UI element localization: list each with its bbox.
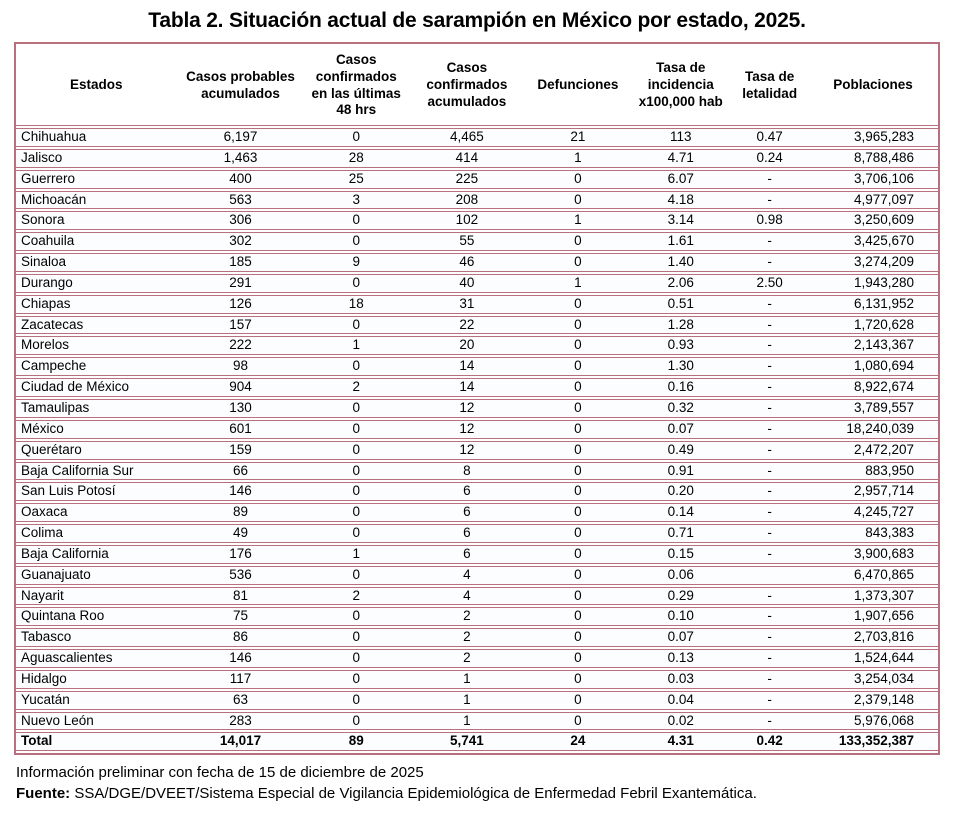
value-cell: 0.15: [630, 545, 731, 564]
value-cell: 1.40: [630, 253, 731, 272]
column-header-8: Poblaciones: [808, 46, 938, 126]
value-cell: 1,373,307: [808, 587, 938, 606]
value-cell: 1,907,656: [808, 607, 938, 626]
value-cell: 5,976,068: [808, 712, 938, 731]
value-cell: 113: [630, 128, 731, 147]
value-cell: -: [731, 336, 808, 355]
value-cell: -: [731, 503, 808, 522]
value-cell: 3,706,106: [808, 170, 938, 189]
value-cell: 0: [526, 316, 630, 335]
value-cell: 0: [526, 482, 630, 501]
value-cell: 176: [176, 545, 304, 564]
value-cell: 4,977,097: [808, 191, 938, 210]
value-cell: 0.71: [630, 524, 731, 543]
value-cell: 0: [305, 232, 408, 251]
table-body: [16, 128, 938, 751]
state-name-cell: Guerrero: [16, 170, 176, 189]
state-name-cell: Baja California: [16, 545, 176, 564]
value-cell: 6: [408, 545, 526, 564]
table-row: [16, 232, 938, 251]
value-cell: 31: [408, 295, 526, 314]
column-header-7: Tasa de letalidad: [731, 46, 808, 126]
value-cell: 0.91: [630, 462, 731, 481]
value-cell: 18: [305, 295, 408, 314]
value-cell: 904: [176, 378, 304, 397]
value-cell: 0: [305, 670, 408, 689]
value-cell: 1.30: [630, 357, 731, 376]
value-cell: 49: [176, 524, 304, 543]
value-cell: 3,425,670: [808, 232, 938, 251]
value-cell: 0: [526, 607, 630, 626]
value-cell: 4.18: [630, 191, 731, 210]
state-name-cell: Hidalgo: [16, 670, 176, 689]
value-cell: 0.06: [630, 566, 731, 585]
value-cell: -: [731, 524, 808, 543]
value-cell: 86: [176, 628, 304, 647]
value-cell: -: [731, 670, 808, 689]
state-name-cell: Campeche: [16, 357, 176, 376]
value-cell: 55: [408, 232, 526, 251]
value-cell: 225: [408, 170, 526, 189]
value-cell: 0: [305, 649, 408, 668]
value-cell: 0.03: [630, 670, 731, 689]
state-name-cell: Chihuahua: [16, 128, 176, 147]
state-name-cell: Oaxaca: [16, 503, 176, 522]
table-header: [16, 46, 938, 126]
value-cell: 0: [526, 399, 630, 418]
value-cell: 1: [408, 670, 526, 689]
value-cell: 0.29: [630, 587, 731, 606]
table-row: [16, 357, 938, 376]
value-cell: 14: [408, 357, 526, 376]
value-cell: 0.07: [630, 628, 731, 647]
value-cell: -: [731, 545, 808, 564]
state-name-cell: Nayarit: [16, 587, 176, 606]
value-cell: 28: [305, 149, 408, 168]
value-cell: 12: [408, 441, 526, 460]
value-cell: 1: [526, 274, 630, 293]
value-cell: 2,703,816: [808, 628, 938, 647]
value-cell: 89: [305, 732, 408, 751]
value-cell: -: [731, 607, 808, 626]
value-cell: 66: [176, 462, 304, 481]
value-cell: -: [731, 420, 808, 439]
page-title: Tabla 2. Situación actual de sarampión en México por estado, 2025.: [148, 9, 806, 32]
value-cell: -: [731, 712, 808, 731]
value-cell: 0: [526, 253, 630, 272]
value-cell: 222: [176, 336, 304, 355]
value-cell: 0: [305, 503, 408, 522]
value-cell: -: [731, 587, 808, 606]
value-cell: 0: [526, 670, 630, 689]
value-cell: 4: [408, 566, 526, 585]
value-cell: 0: [305, 712, 408, 731]
value-cell: 185: [176, 253, 304, 272]
value-cell: 0.04: [630, 691, 731, 710]
value-cell: -: [731, 441, 808, 460]
value-cell: 0: [305, 420, 408, 439]
value-cell: 1,720,628: [808, 316, 938, 335]
value-cell: 159: [176, 441, 304, 460]
value-cell: 0: [526, 378, 630, 397]
state-name-cell: Chiapas: [16, 295, 176, 314]
value-cell: 0: [305, 211, 408, 230]
value-cell: 0: [305, 274, 408, 293]
value-cell: -: [731, 462, 808, 481]
value-cell: 8,788,486: [808, 149, 938, 168]
value-cell: 291: [176, 274, 304, 293]
state-name-cell: Yucatán: [16, 691, 176, 710]
value-cell: 12: [408, 420, 526, 439]
state-name-cell: Guanajuato: [16, 566, 176, 585]
state-name-cell: Coahuila: [16, 232, 176, 251]
value-cell: 0.98: [731, 211, 808, 230]
total-label-cell: Total: [16, 732, 176, 751]
value-cell: 1: [526, 211, 630, 230]
column-header-5: Defunciones: [526, 46, 630, 126]
value-cell: 102: [408, 211, 526, 230]
state-name-cell: San Luis Potosí: [16, 482, 176, 501]
state-name-cell: Nuevo León: [16, 712, 176, 731]
table-row: [16, 128, 938, 147]
value-cell: 302: [176, 232, 304, 251]
value-cell: 0: [526, 232, 630, 251]
table-row: [16, 191, 938, 210]
value-cell: 0: [526, 712, 630, 731]
value-cell: 3,274,209: [808, 253, 938, 272]
table-row: [16, 170, 938, 189]
state-name-cell: Ciudad de México: [16, 378, 176, 397]
value-cell: 0: [526, 566, 630, 585]
value-cell: 0: [526, 357, 630, 376]
state-name-cell: Quintana Roo: [16, 607, 176, 626]
column-header-4: Casos confirmados acumulados: [408, 46, 526, 126]
value-cell: 46: [408, 253, 526, 272]
value-cell: 3.14: [630, 211, 731, 230]
value-cell: 2: [408, 607, 526, 626]
value-cell: 1.28: [630, 316, 731, 335]
value-cell: -: [731, 253, 808, 272]
value-cell: 0.42: [731, 732, 808, 751]
value-cell: 0: [526, 524, 630, 543]
value-cell: 0.13: [630, 649, 731, 668]
table-row: [16, 670, 938, 689]
value-cell: 2,957,714: [808, 482, 938, 501]
table-row: [16, 482, 938, 501]
value-cell: 283: [176, 712, 304, 731]
value-cell: 1,524,644: [808, 649, 938, 668]
table-row: [16, 378, 938, 397]
value-cell: 63: [176, 691, 304, 710]
value-cell: 24: [526, 732, 630, 751]
table-row: [16, 336, 938, 355]
table-row: [16, 399, 938, 418]
value-cell: 2: [408, 628, 526, 647]
table-row: [16, 524, 938, 543]
value-cell: 0: [526, 587, 630, 606]
value-cell: 0.02: [630, 712, 731, 731]
value-cell: 0.10: [630, 607, 731, 626]
column-header-3: Casos confirmados en las últimas 48 hrs: [305, 46, 408, 126]
value-cell: -: [731, 649, 808, 668]
value-cell: 400: [176, 170, 304, 189]
value-cell: 1: [305, 545, 408, 564]
value-cell: 81: [176, 587, 304, 606]
value-cell: 146: [176, 649, 304, 668]
value-cell: 20: [408, 336, 526, 355]
state-name-cell: Sonora: [16, 211, 176, 230]
value-cell: 12: [408, 399, 526, 418]
value-cell: 0: [526, 628, 630, 647]
value-cell: 9: [305, 253, 408, 272]
total-row: [16, 732, 938, 751]
value-cell: 0.20: [630, 482, 731, 501]
state-name-cell: Aguascalientes: [16, 649, 176, 668]
table-row: [16, 462, 938, 481]
table-row: [16, 566, 938, 585]
table-row: [16, 503, 938, 522]
state-name-cell: Durango: [16, 274, 176, 293]
value-cell: -: [731, 232, 808, 251]
value-cell: 0.14: [630, 503, 731, 522]
value-cell: 0: [526, 503, 630, 522]
value-cell: 157: [176, 316, 304, 335]
value-cell: 0: [305, 628, 408, 647]
value-cell: -: [731, 316, 808, 335]
value-cell: 89: [176, 503, 304, 522]
value-cell: 6: [408, 482, 526, 501]
value-cell: -: [731, 482, 808, 501]
value-cell: 1,080,694: [808, 357, 938, 376]
value-cell: 563: [176, 191, 304, 210]
value-cell: 4,245,727: [808, 503, 938, 522]
value-cell: 130: [176, 399, 304, 418]
column-header-2: Casos probables acumulados: [176, 46, 304, 126]
value-cell: 146: [176, 482, 304, 501]
column-header-6: Tasa de incidencia x100,000 hab: [630, 46, 731, 126]
value-cell: 2: [305, 587, 408, 606]
value-cell: 1: [408, 712, 526, 731]
value-cell: 208: [408, 191, 526, 210]
value-cell: 126: [176, 295, 304, 314]
value-cell: 2: [305, 378, 408, 397]
value-cell: 0: [526, 170, 630, 189]
value-cell: 6: [408, 524, 526, 543]
value-cell: 6: [408, 503, 526, 522]
value-cell: 3,789,557: [808, 399, 938, 418]
value-cell: 4.71: [630, 149, 731, 168]
value-cell: 0: [305, 128, 408, 147]
state-name-cell: Baja California Sur: [16, 462, 176, 481]
state-name-cell: Tabasco: [16, 628, 176, 647]
table-row: [16, 149, 938, 168]
value-cell: 0.51: [630, 295, 731, 314]
value-cell: 6,197: [176, 128, 304, 147]
value-cell: -: [731, 628, 808, 647]
value-cell: 2,143,367: [808, 336, 938, 355]
value-cell: -: [731, 191, 808, 210]
value-cell: 0.24: [731, 149, 808, 168]
value-cell: -: [731, 170, 808, 189]
value-cell: 0.32: [630, 399, 731, 418]
value-cell: 0: [526, 691, 630, 710]
value-cell: 0: [305, 357, 408, 376]
value-cell: 0: [305, 482, 408, 501]
value-cell: -: [731, 357, 808, 376]
value-cell: 0: [305, 399, 408, 418]
table-header-row: [16, 46, 938, 126]
data-table: [16, 44, 938, 753]
table-row: [16, 587, 938, 606]
table-row: [16, 691, 938, 710]
value-cell: 0: [305, 316, 408, 335]
value-cell: 98: [176, 357, 304, 376]
table-row: [16, 295, 938, 314]
value-cell: 6.07: [630, 170, 731, 189]
value-cell: 3: [305, 191, 408, 210]
value-cell: 0: [526, 295, 630, 314]
value-cell: 536: [176, 566, 304, 585]
value-cell: 2,379,148: [808, 691, 938, 710]
value-cell: 0.47: [731, 128, 808, 147]
state-name-cell: Sinaloa: [16, 253, 176, 272]
column-header-1: Estados: [16, 46, 176, 126]
value-cell: 0.49: [630, 441, 731, 460]
value-cell: 4.31: [630, 732, 731, 751]
source-label: Fuente:: [16, 785, 71, 802]
value-cell: 25: [305, 170, 408, 189]
value-cell: -: [731, 691, 808, 710]
value-cell: 4,465: [408, 128, 526, 147]
value-cell: 2.06: [630, 274, 731, 293]
value-cell: 1: [305, 336, 408, 355]
value-cell: 414: [408, 149, 526, 168]
value-cell: 21: [526, 128, 630, 147]
table-row: [16, 211, 938, 230]
value-cell: 8,922,674: [808, 378, 938, 397]
value-cell: 0: [305, 566, 408, 585]
value-cell: 6,470,865: [808, 566, 938, 585]
value-cell: 0.07: [630, 420, 731, 439]
table-row: [16, 420, 938, 439]
value-cell: 601: [176, 420, 304, 439]
state-name-cell: Colima: [16, 524, 176, 543]
value-cell: 0: [526, 191, 630, 210]
value-cell: 2: [408, 649, 526, 668]
value-cell: 843,383: [808, 524, 938, 543]
value-cell: 14,017: [176, 732, 304, 751]
value-cell: 6,131,952: [808, 295, 938, 314]
footnote-block: [16, 763, 940, 804]
value-cell: 18,240,039: [808, 420, 938, 439]
value-cell: 0: [526, 462, 630, 481]
value-cell: 883,950: [808, 462, 938, 481]
value-cell: 0: [305, 607, 408, 626]
state-name-cell: Zacatecas: [16, 316, 176, 335]
value-cell: 0.93: [630, 336, 731, 355]
value-cell: 3,965,283: [808, 128, 938, 147]
value-cell: 0: [305, 462, 408, 481]
table-row: [16, 316, 938, 335]
value-cell: 1,463: [176, 149, 304, 168]
state-name-cell: Tamaulipas: [16, 399, 176, 418]
value-cell: 75: [176, 607, 304, 626]
value-cell: 1.61: [630, 232, 731, 251]
table-row: [16, 253, 938, 272]
table-row: [16, 545, 938, 564]
value-cell: 5,741: [408, 732, 526, 751]
value-cell: [731, 566, 808, 585]
value-cell: -: [731, 399, 808, 418]
table-row: [16, 712, 938, 731]
value-cell: 1,943,280: [808, 274, 938, 293]
table-row: [16, 649, 938, 668]
value-cell: 0: [526, 649, 630, 668]
source-note: [16, 784, 940, 805]
value-cell: 0: [526, 420, 630, 439]
value-cell: 8: [408, 462, 526, 481]
table-row: [16, 274, 938, 293]
value-cell: 0.16: [630, 378, 731, 397]
value-cell: 22: [408, 316, 526, 335]
state-name-cell: Michoacán: [16, 191, 176, 210]
value-cell: 0: [305, 691, 408, 710]
value-cell: 0: [526, 336, 630, 355]
value-cell: 40: [408, 274, 526, 293]
value-cell: 0: [305, 524, 408, 543]
value-cell: 2,472,207: [808, 441, 938, 460]
table-row: [16, 441, 938, 460]
measles-by-state-table: [14, 42, 940, 755]
value-cell: 3,254,034: [808, 670, 938, 689]
table-row: [16, 628, 938, 647]
preliminary-note: Información preliminar con fecha de 15 de diciembre de 2025: [16, 764, 424, 782]
value-cell: 3,250,609: [808, 211, 938, 230]
value-cell: 0: [305, 441, 408, 460]
value-cell: 1: [408, 691, 526, 710]
value-cell: 133,352,387: [808, 732, 938, 751]
value-cell: -: [731, 378, 808, 397]
value-cell: 117: [176, 670, 304, 689]
state-name-cell: Querétaro: [16, 441, 176, 460]
value-cell: 0: [526, 441, 630, 460]
value-cell: 4: [408, 587, 526, 606]
table-row: [16, 607, 938, 626]
state-name-cell: México: [16, 420, 176, 439]
value-cell: 1: [526, 149, 630, 168]
value-cell: 0: [526, 545, 630, 564]
value-cell: 2.50: [731, 274, 808, 293]
value-cell: 306: [176, 211, 304, 230]
value-cell: -: [731, 295, 808, 314]
state-name-cell: Jalisco: [16, 149, 176, 168]
source-text: SSA/DGE/DVEET/Sistema Especial de Vigilancia Epidemiológica de Enfermedad Febril Exantemática.: [70, 785, 757, 802]
state-name-cell: Morelos: [16, 336, 176, 355]
value-cell: 3,900,683: [808, 545, 938, 564]
value-cell: 14: [408, 378, 526, 397]
